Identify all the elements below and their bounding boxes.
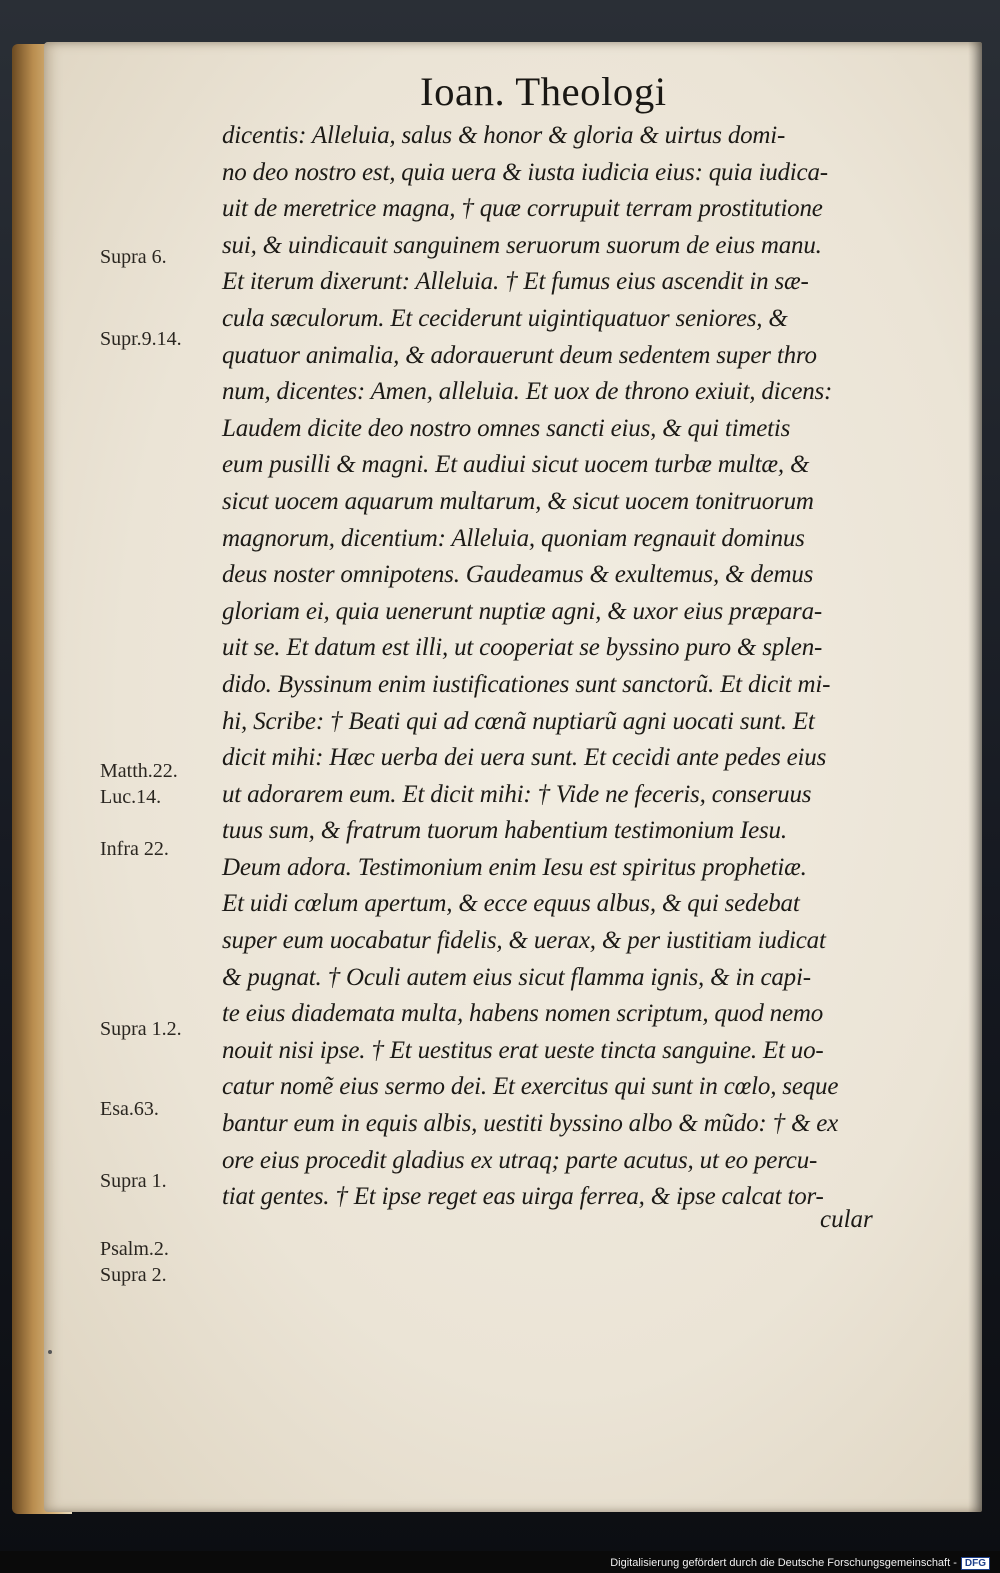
text-line: Deum adora. Testimonium enim Iesu est spiritus prophetiæ. — [222, 853, 807, 881]
text-line: eum pusilli & magni. Et audiui sicut uocem turbæ multæ, & — [222, 451, 810, 479]
funding-credit — [610, 1557, 990, 1570]
text-line: Et uidi cœlum apertum, & ecce equus albus, & qui sedebat — [222, 890, 800, 918]
margin-note: Supra 1.2. — [100, 1018, 182, 1040]
text-line: dicentis: Alleluia, salus & honor & gloria & uirtus domi- — [222, 122, 786, 149]
running-head: Ioan. Theologi — [420, 69, 667, 114]
text-line: no deo nostro est, quia uera & iusta iudicia eius: quia iudica- — [222, 158, 828, 186]
text-line: Laudem dicite deo nostro omnes sancti eius, & qui timetis — [222, 414, 791, 442]
text-line: ut adorarem eum. Et dicit mihi: † Vide ne feceris, conseruus — [222, 780, 812, 808]
text-line: Et iterum dixerunt: Alleluia. † Et fumus eius ascendit in sæ- — [222, 268, 809, 296]
margin-note: Supra 2. — [100, 1264, 167, 1286]
margin-note: Supr.9.14. — [100, 328, 182, 350]
margin-note: Supra 1. — [100, 1170, 167, 1192]
text-line: dido. Byssinum enim iustificationes sunt sanctorũ. Et dicit mi- — [222, 670, 831, 698]
text-line: bantur eum in equis albis, uestiti byssino albo & mũdo: † & ex — [222, 1110, 839, 1138]
text-line: te eius diademata multa, habens nomen scriptum, quod nemo — [222, 1000, 824, 1028]
margin-note: Esa.63. — [100, 1098, 159, 1120]
text-line: tuus sum, & fratrum tuorum habentium testimonium Iesu. — [222, 817, 787, 845]
text-line: cula sæculorum. Et ceciderunt uigintiquatuor seniores, & — [222, 304, 788, 332]
text-line: sicut uocem aquarum multarum, & sicut uocem tonitruorum — [222, 487, 814, 515]
text-line: uit se. Et datum est illi, ut cooperiat se byssino puro & splen- — [222, 634, 823, 662]
text-line: & pugnat. † Oculi autem eius sicut flamma ignis, & in capi- — [222, 963, 811, 991]
stray-mark — [48, 1350, 52, 1354]
text-line: gloriam ei, quia uenerunt nuptiæ agni, & uxor eius præpara- — [222, 597, 822, 625]
text-line: hi, Scribe: † Beati qui ad cœnã nuptiarũ agni uocati sunt. Et — [222, 707, 815, 735]
catchword: cular — [820, 1206, 873, 1233]
margin-note: Supra 6. — [100, 246, 167, 268]
text-line: tiat gentes. † Et ipse reget eas uirga ferrea, & ipse calcat tor- — [222, 1183, 824, 1211]
funding-credit-text: Digitalisierung gefördert durch die Deutsche Forschungsgemeinschaft - — [610, 1557, 957, 1569]
text-line: magnorum, dicentium: Alleluia, quoniam regnauit dominus — [222, 524, 805, 552]
margin-note: Matth.22. — [100, 760, 178, 782]
text-line: nouit nisi ipse. † Et uestitus erat ueste tincta sanguine. Et uo- — [222, 1036, 824, 1064]
text-block — [222, 118, 892, 1216]
text-line: uit de meretrice magna, † quæ corrupuit terram prostitutione — [222, 195, 823, 223]
text-line: super eum uocabatur fidelis, & uerax, & per iustitiam iudicat — [222, 927, 826, 955]
text-line: quatuor animalia, & adorauerunt deum sedentem super thro — [222, 341, 817, 369]
margin-note: Infra 22. — [100, 838, 169, 860]
text-line: dicit mihi: Hæc uerba dei uera sunt. Et cecidi ante pedes eius — [222, 744, 827, 772]
text-line: ore eius procedit gladius ex utraq; parte acutus, ut eo percu- — [222, 1146, 818, 1174]
margin-note: Luc.14. — [100, 786, 162, 808]
text-line: deus noster omnipotens. Gaudeamus & exultemus, & demus — [222, 561, 814, 589]
text-line: catur nomẽ eius sermo dei. Et exercitus qui sunt in cœlo, seque — [222, 1073, 839, 1101]
footer-bar — [0, 1551, 1000, 1573]
margin-note: Psalm.2. — [100, 1238, 169, 1260]
text-line: num, dicentes: Amen, alleluia. Et uox de throno exiuit, dicens: — [222, 378, 833, 406]
dfg-logo: DFG — [961, 1557, 990, 1570]
text-line: sui, & uindicauit sanguinem seruorum suorum de eius manu. — [222, 231, 822, 259]
spine-shadow — [968, 42, 982, 1512]
